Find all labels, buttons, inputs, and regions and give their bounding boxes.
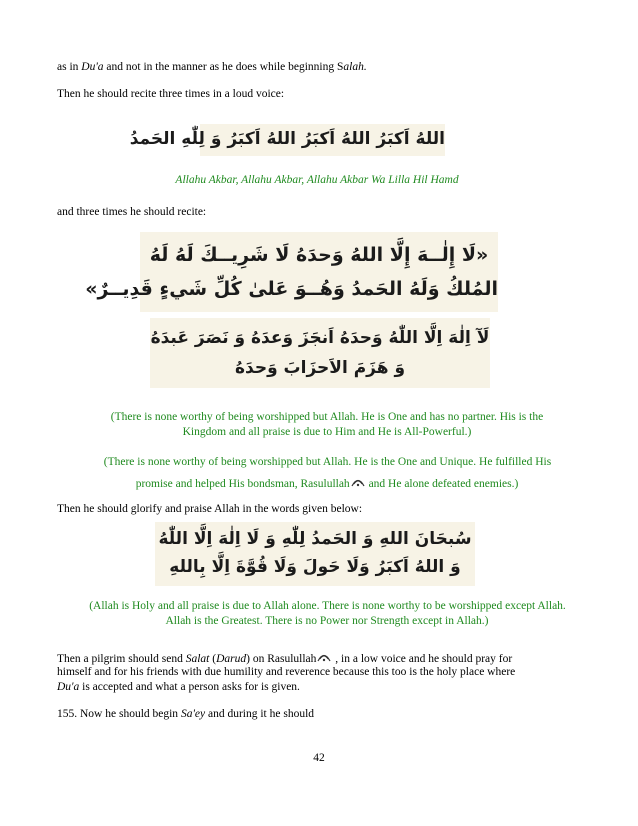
arabic-tasbih-line-1: سُبحَانَ اللهِ وَ الحَمدُ لِلّٰهِ وَ لَا اِلٰهَ اِلَّا اللّٰهُ: [158, 529, 472, 549]
translation-2-line-1: (There is none worthy of being worshipped but Allah. He is the One and Unique. He fulfilled His: [103, 456, 552, 468]
arabic-wahdahu-line-2: وَ هَزَمَ الاَحزَابَ وَحدَهُ: [234, 358, 406, 378]
arabic-takbir-text: اللهُ اَكبَرُ اللهُ اَكبَرُ اللهُ اَكبَرُ وَ لِلّٰهِ الحَمدُ: [129, 129, 445, 149]
text-line-8: 155. Now he should begin Sa'ey and during it he should: [57, 708, 315, 720]
salutation-seal-icon: [350, 475, 366, 489]
text-line-3: and three times he should recite:: [57, 206, 207, 218]
text-line-2: Then he should recite three times in a loud voice:: [57, 88, 285, 100]
text-line-5: Then a pilgrim should send Salat (Darud) on Rasulullah , in a low voice and he should pray for: [57, 650, 597, 667]
arabic-tahlil-line-2: المُلكُ وَلَهُ الحَمدُ وَهُــوَ عَلىٰ كُلِّ شَيءٍ قَدِيــرٌ»: [85, 278, 498, 300]
page-number: 42: [313, 752, 325, 764]
arabic-wahdahu-line-1: لَآ اِلٰهَ اِلَّا اللّٰهُ وَحدَهُ اَنجَزَ وَعدَهُ وَ نَصَرَ عَبدَهُ: [150, 328, 490, 348]
text-line-6: himself and for his friends with due humility and reverence because this too is the holy place where: [57, 666, 516, 678]
takbir-transliteration: Allahu Akbar, Allahu Akbar, Allahu Akbar Wa Lilla Hil Hamd: [175, 174, 459, 186]
arabic-tasbih-image: [155, 522, 475, 586]
translation-2-line-2: promise and helped His bondsman, Rasulullah and He alone defeated enemies.): [57, 475, 597, 492]
arabic-takbir-image: [129, 124, 445, 156]
arabic-tahlil-line-1: «لَا إِلٰــهَ إِلَّا اللهُ وَحدَهُ لَا شَرِيــكَ لَهُ لَهُ: [149, 244, 489, 266]
arabic-tahlil-image: [85, 232, 498, 312]
translation-3-line-2: Allah is the Greatest. There is no Power nor Strength except in Allah.): [165, 615, 489, 627]
translation-1-line-2: Kingdom and all praise is due to Him and He is All-Powerful.): [182, 426, 472, 438]
arabic-wahdahu-image: [150, 318, 490, 388]
text-line-7: Du'a is accepted and what a person asks for is given.: [57, 681, 300, 693]
arabic-tasbih-line-2: وَ اللهُ اَكبَرُ وَلَا حَولَ وَلَا قُوَّةَ اِلَّا بِاللهِ: [169, 557, 461, 577]
translation-3-line-1: (Allah is Holy and all praise is due to Allah alone. There is none worthy to be worshipped except Allah.: [89, 600, 566, 612]
translation-1-line-1: (There is none worthy of being worshipped but Allah. He is One and has no partner. His is the: [110, 411, 544, 423]
text-line-1: as in Du'a and not in the manner as he does while beginning Salah.: [57, 61, 367, 73]
text-line-4: Then he should glorify and praise Allah in the words given below:: [57, 503, 363, 515]
salutation-seal-icon: [316, 650, 332, 664]
